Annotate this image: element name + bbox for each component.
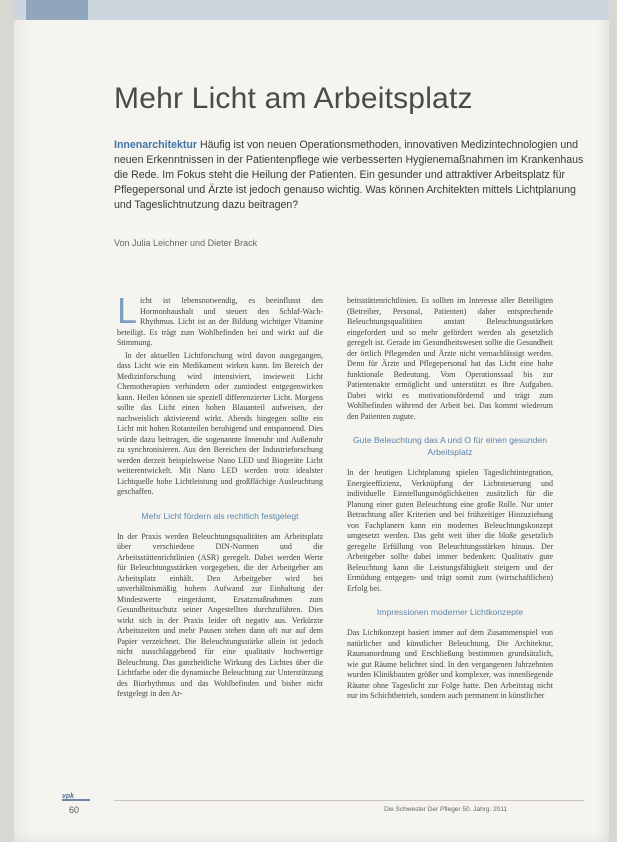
paragraph: Das Lichtkonzept basiert immer auf dem Zusammenspiel von natürlicher und künstlicher Beleuchtung. Die Architektur, Raumanordnung und Erschließung bestimmen grundsätzlich, wie gut Räume belichtet sind. In den vergangenen Jahrzehnten wurden Klinikbauten größer und komplexer, was innenliegende Räume ohne Tageslicht zur Folge hatte. Den Arbeitstag nicht nur im Schichtbetrieb, sondern auch permanent in künstlicher xyxy=(347,628,553,700)
drop-cap: L xyxy=(117,290,138,331)
journal-reference: Die Schwester Der Pfleger 50. Jahrg. 2011 xyxy=(384,806,508,813)
publisher-logo-text: vpk xyxy=(62,793,75,800)
section-subhead: Impressionen moderner Lichtkonzepte xyxy=(376,607,524,617)
paragraph xyxy=(117,290,323,349)
article-column-right xyxy=(347,296,553,704)
header-band xyxy=(14,0,609,20)
section-subhead: Gute Beleuchtung das A und O für einen gesunden Arbeitsplatz xyxy=(353,435,547,457)
article-title: Mehr Licht am Arbeitsplatz xyxy=(114,82,473,115)
paragraph: In der heutigen Lichtplanung spielen Tageslichtintegration, Energieeffizienz, Verknüpfung der Lichtsteuerung und individuelle Einstellungsmöglichkeiten zusätzlich für die Planung einer guten Beleuchtung eine große Rolle. Nur unter Betrachtung aller Kriterien und bei frühzeitiger Hinzuziehung von Fachplanern kann ein modernes Beleuchtungskonzept umgesetzt werden. Das geht weit über die bloße gesetzlich geregelte Erfüllung von Beleuchtungsstärken hinaus. Der Arbeitgeber sollte dabei immer bedenken: Qualitativ gute Beleuchtung kann die Leistungsfähigkeit steigern und der Ermüdung entgegen- und trägt somit zum (wirtschaftlichen) Erfolg bei. xyxy=(347,468,553,593)
article-byline: Von Julia Leichner und Dieter Brack xyxy=(114,238,258,248)
footer-rule xyxy=(114,800,584,801)
section-subhead: Mehr Licht fördern als rechtlich festgelegt xyxy=(141,510,299,521)
paragraph: In der aktuellen Lichtforschung wird davon ausgegangen, dass Licht wie ein Medikament wirken kann. Im Bereich der Medizinforschung wird intensiviert, inwieweit Licht Chemotherapien verhindern oder zumindest entgegenwirken kann. Heilen können sie speziell differenzierter Licht. Morgens sollte das Licht einen hohen Blauanteil aufweisen, der nachweislich aktivierend wirkt. Abends hingegen sollte ein Licht mit hohen Rotanteilen beruhigend und entspannend. Dies würde dazu beitragen, die sogenannte Innenuhr und Außenuhr zu synchronisieren. Aus den Bereichen der Industrieforschung werden derzeit beispielsweise Nano LED und Biogeräte Licht weiterentwickelt. Mit Nano LED werden trotz idealster Lichtquelle hohe Lichtleistung und großflächige Ausleuchtung geschaffen. xyxy=(117,350,323,496)
paragraph-text: icht ist lebensnotwendig, es beeinflusst den Hormonhaushalt und steuert den Schlaf-Wach-Rhythmus. Licht ist an der Bildung wichtiger Vitamine beteiligt. Es trägt zum Wohlbefinden bei und wirkt auf die Stimmung. xyxy=(117,296,323,347)
article-lead xyxy=(114,138,584,213)
article-column-left xyxy=(117,290,323,702)
magazine-page xyxy=(14,0,609,842)
article-lead-text: Häufig ist von neuen Operationsmethoden, innovativen Medizintechnologien und neuen Erkenntnissen in der Patientenpflege wie verbesserten Hygienemaßnahmen im Krankenhaus die Rede. Im Fokus steht die Heilung der Patienten. Ein gesunder und attraktiver Arbeitsplatz für Pflegepersonal und Ärzte ist jedoch genauso wichtig. Was können Architekten mittels Lichtplanung und Tageslichtnutzung dazu beitragen? xyxy=(114,139,584,212)
page-number: 60 xyxy=(69,805,80,815)
paragraph: beitsstättenrichtlinien. Es sollten im Interesse aller Beteiligten (Betreiber, Personal, Patienten) daher entsprechende Beleuchtungsqualitäten anstatt Beleuchtungsstärken eingefordert und so mehr gefördert werden als gesetzlich geregelt ist. Gerade im Gesundheitswesen sollte die Gesundheit der örtlich Pflegenden und Ärzte nicht vernachlässigt werden. Denn für Ärzte und Pflegepersonal hat das Licht eine hohe funktionale Bedeutung. Vom Operationssaal bis zur Patientenakte ermöglicht und unterstützt es ihre Aufgaben. Dabei wirkt es motivationsfördernd und trägt zum Wohlbefinden während der Arbeit bei. Das kommt wiederum den Patienten zugute. xyxy=(347,296,553,421)
article-kicker: Innenarchitektur xyxy=(114,139,198,151)
publisher-logo xyxy=(62,785,90,801)
paragraph: In der Praxis werden Beleuchtungsqualitäten am Arbeitsplatz über verschiedene DIN-Normen und die Arbeitsstättenrichtlinien (ASR) geregelt. Dabei werden Werte für Beleuchtungsstärken vorgegeben, die der Arbeitgeber am Arbeitsplatz einhält. Den Arbeitgeber wird bei unverhältnismäßig hohem Aufwand zur Einhaltung der Mindestwerte eingeräumt, Ersatzmaßnahmen zum Gesundheitsschutz seiner Angestellten durchzuführen. Dies wirkt sich in der Praxis leider oft negativ aus. Verkürzte Arbeitszeiten und mehr Pausen stehen dann oft nur auf dem Papier verzeichnet. Die Beleuchtungsstärke allein ist jedoch nicht ausschlaggebend für eine qualitativ hochwertige Beleuchtung. Das ganzheitliche Wirkung des Lichtes über die Lichtfarbe oder die dynamische Beleuchtung zur Unterstützung des Biorhythmus und das Wohlbefinden und bisher nicht festgelegt in den Ar- xyxy=(117,531,323,698)
section-tab xyxy=(26,0,88,20)
